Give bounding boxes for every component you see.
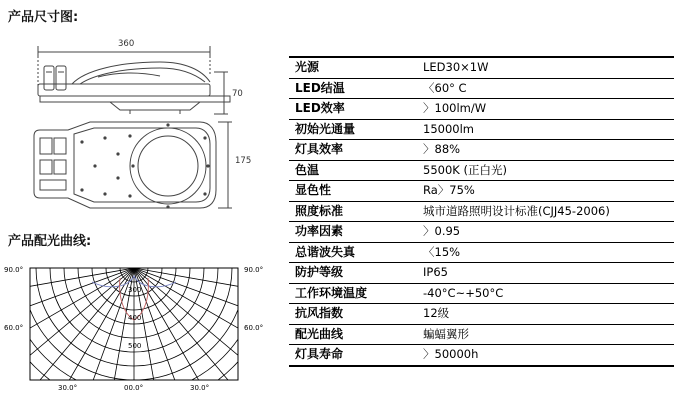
spec-value: -40°C~+50°C [419, 283, 674, 304]
spec-key: 总谐波失真 [289, 242, 419, 263]
spec-key: 抗风指数 [289, 304, 419, 325]
angle-label-30-right: 30.0° [190, 384, 210, 392]
dimension-section-title: 产品尺寸图: [8, 10, 79, 25]
top-view [34, 122, 216, 208]
side-view [38, 62, 230, 114]
spec-row [289, 181, 674, 202]
spec-table [289, 56, 674, 367]
spec-key: 功率因素 [289, 222, 419, 243]
spec-value: IP65 [419, 263, 674, 284]
spec-row [289, 242, 674, 263]
spec-key: 灯具效率 [289, 140, 419, 161]
spec-key: 初始光通量 [289, 119, 419, 140]
spec-key: 照度标准 [289, 201, 419, 222]
spec-key: LED效率 [289, 99, 419, 120]
spec-value: Ra〉75% [419, 181, 674, 202]
spec-row [289, 324, 674, 345]
spec-key: 防护等级 [289, 263, 419, 284]
spec-value: 15000lm [419, 119, 674, 140]
spec-value: 〈60° C [419, 78, 674, 99]
spec-row [289, 283, 674, 304]
spec-key: LED结温 [289, 78, 419, 99]
angle-label-90-right: 90.0° [244, 266, 264, 274]
angle-label-60-left: 60.0° [4, 324, 24, 332]
angle-label-60-right: 60.0° [244, 324, 264, 332]
spec-key: 显色性 [289, 181, 419, 202]
radius-label-300: 300 [128, 286, 142, 294]
spec-value: 5500K (正白光) [419, 160, 674, 181]
spec-row [289, 57, 674, 78]
dimension-drawing [10, 30, 290, 230]
length-label: 360 [118, 39, 135, 49]
spec-value: 12级 [419, 304, 674, 325]
spec-row [289, 201, 674, 222]
spec-row [289, 78, 674, 99]
spec-value: 〉100lm/W [419, 99, 674, 120]
spec-row [289, 140, 674, 161]
spec-value: 〉50000h [419, 345, 674, 366]
spec-row [289, 263, 674, 284]
spec-row [289, 222, 674, 243]
polar-light-distribution-chart [0, 258, 280, 398]
spec-row [289, 304, 674, 325]
radius-label-500: 500 [128, 342, 142, 350]
angle-label-0: 00.0° [124, 384, 144, 392]
spec-value: LED30×1W [419, 57, 674, 78]
spec-row [289, 119, 674, 140]
radius-label-400: 400 [128, 314, 142, 322]
spec-row [289, 345, 674, 366]
height-label: 70 [232, 89, 243, 99]
spec-value: 〉88% [419, 140, 674, 161]
spec-value: 城市道路照明设计标准(CJJ45-2006) [419, 201, 674, 222]
spec-row [289, 99, 674, 120]
width-label: 175 [235, 156, 252, 166]
spec-value: 〈15% [419, 242, 674, 263]
spec-key: 光源 [289, 57, 419, 78]
light-distribution-section-title: 产品配光曲线: [8, 234, 92, 249]
spec-value: 蝙蝠翼形 [419, 324, 674, 345]
spec-key: 工作环境温度 [289, 283, 419, 304]
angle-label-30-left: 30.0° [58, 384, 78, 392]
angle-label-90-left: 90.0° [4, 266, 24, 274]
spec-key: 配光曲线 [289, 324, 419, 345]
spec-row [289, 160, 674, 181]
spec-value: 〉0.95 [419, 222, 674, 243]
spec-key: 色温 [289, 160, 419, 181]
spec-key: 灯具寿命 [289, 345, 419, 366]
